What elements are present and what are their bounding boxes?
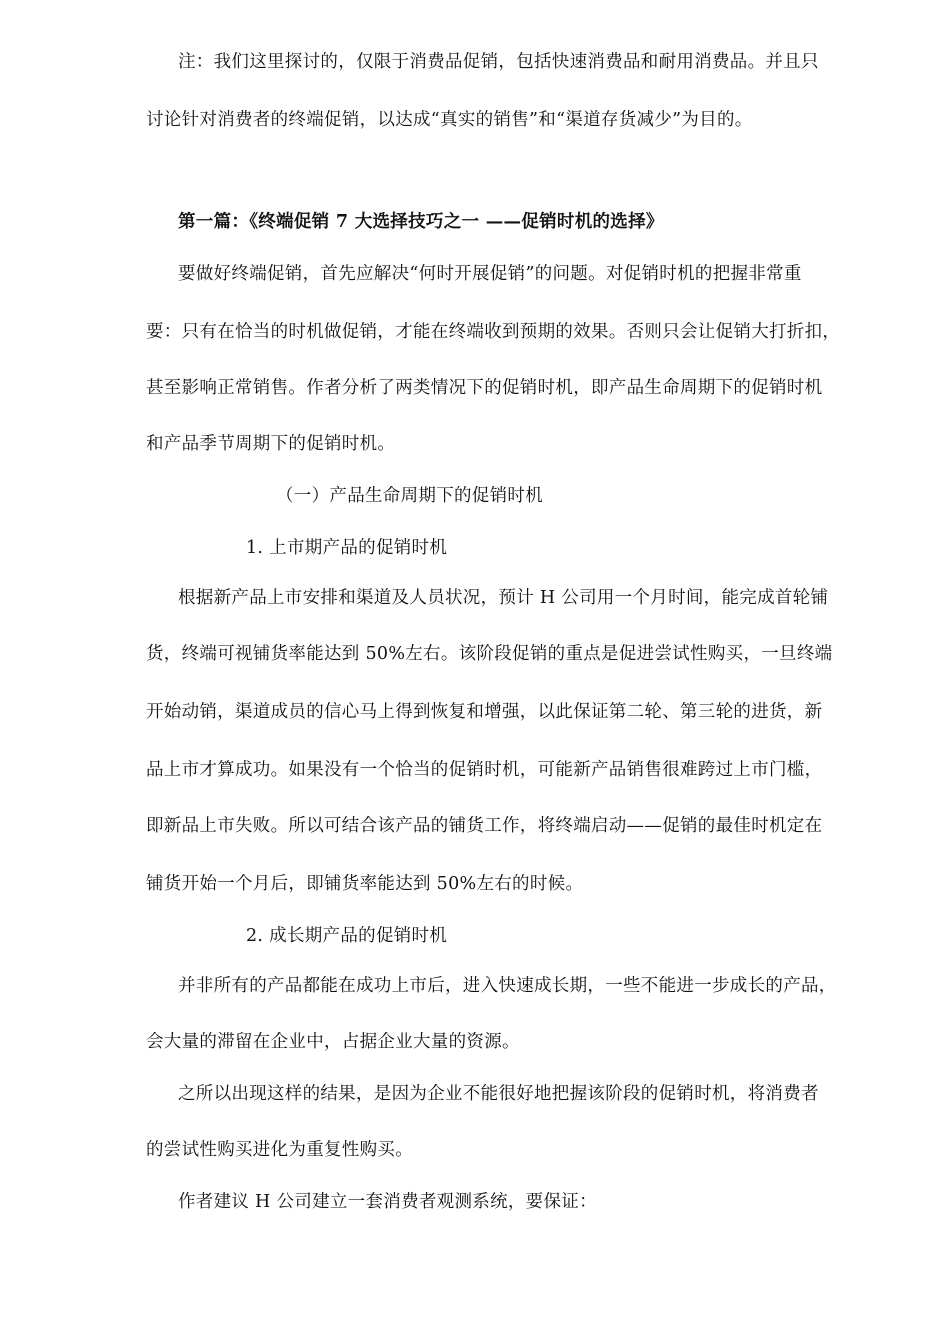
- subsection-2-line-1: 并非所有的产品都能在成功上市后，进入快速成长期，一些不能进一步成长的产品，: [178, 976, 837, 996]
- subsection-2-line-4: 的尝试性购买进化为重复性购买。: [146, 1140, 413, 1160]
- subsection-heading-2: 2. 成长期产品的促销时机: [246, 926, 448, 946]
- subsection-1-line-2: 货，终端可视铺货率能达到 50%左右。该阶段促销的重点是促进尝试性购买，一旦终端: [146, 644, 833, 664]
- subsection-2-line-3: 之所以出现这样的结果，是因为企业不能很好地把握该阶段的促销时机，将消费者: [178, 1084, 819, 1104]
- subsection-1-line-3: 开始动销，渠道成员的信心马上得到恢复和增强，以此保证第二轮、第三轮的进货，新: [146, 702, 823, 722]
- subsection-1-line-4: 品上市才算成功。如果没有一个恰当的促销时机，可能新产品销售很难跨过上市门槛，: [146, 760, 823, 780]
- subsection-heading-1: 1. 上市期产品的促销时机: [246, 538, 448, 558]
- section-heading: （一）产品生命周期下的促销时机: [276, 486, 543, 506]
- subsection-2-line-2: 会大量的滞留在企业中，占据企业大量的资源。: [146, 1032, 520, 1052]
- intro-line-4: 和产品季节周期下的促销时机。: [146, 434, 396, 454]
- intro-line-1: 要做好终端促销，首先应解决“何时开展促销”的问题。对促销时机的把握非常重: [178, 264, 802, 284]
- note-line-1: 注：我们这里探讨的，仅限于消费品促销，包括快速消费品和耐用消费品。并且只: [178, 52, 819, 72]
- subsection-1-line-5: 即新品上市失败。所以可结合该产品的铺货工作，将终端启动——促销的最佳时机定在: [146, 816, 823, 836]
- subsection-1-line-1: 根据新产品上市安排和渠道及人员状况，预计 H 公司用一个月时间，能完成首轮铺: [178, 588, 829, 608]
- subsection-1-line-6: 铺货开始一个月后，即铺货率能达到 50%左右的时候。: [146, 874, 584, 894]
- intro-line-2: 要：只有在恰当的时机做促销，才能在终端收到预期的效果。否则只会让促销大打折扣，: [146, 322, 841, 342]
- subsection-2-line-5: 作者建议 H 公司建立一套消费者观测系统，要保证：: [178, 1192, 597, 1212]
- intro-line-3: 甚至影响正常销售。作者分析了两类情况下的促销时机，即产品生命周期下的促销时机: [146, 378, 823, 398]
- note-line-2: 讨论针对消费者的终端促销，以达成“真实的销售”和“渠道存货减少”为目的。: [146, 110, 753, 130]
- chapter-title: 第一篇：《终端促销 7 大选择技巧之一 ——促销时机的选择》: [178, 212, 664, 232]
